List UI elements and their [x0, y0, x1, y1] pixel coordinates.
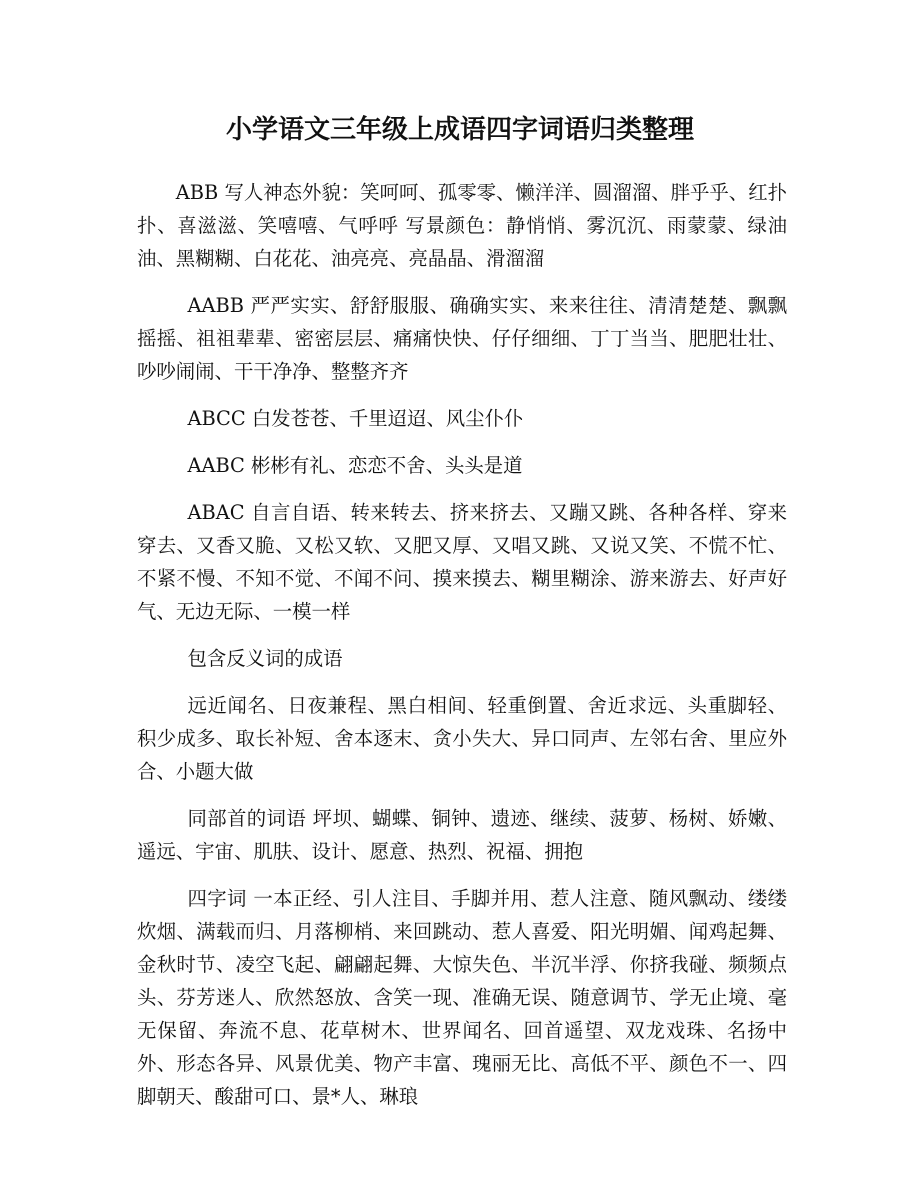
paragraph-abb: ABB 写人神态外貌：笑呵呵、孤零零、懒洋洋、圆溜溜、胖乎乎、红扑扑、喜滋滋、笑嘻嘻、气呼呼 写景颜色：静悄悄、雾沉沉、雨蒙蒙、绿油油、黑糊糊、白花花、油亮亮、亮晶晶、滑溜溜: [137, 181, 787, 270]
document-title: 小学语文三年级上成语四字词语归类整理: [225, 115, 694, 145]
paragraph-aabc: AABC 彬彬有礼、恋恋不舍、头头是道: [187, 454, 523, 477]
paragraph-four-char-words: 四字词 一本正经、引人注目、手脚并用、惹人注意、随风飘动、缕缕炊烟、满载而归、月落柳梢、来回跳动、惹人喜爱、阳光明媚、闻鸡起舞、金秋时节、凌空飞起、翩翩起舞、大惊失色、半沉半浮、你挤我碰、频频点头、芬芳迷人、欣然怒放、含笑一现、准确无误、随意调节、学无止境、毫无保留、奔流不息、花草树木、世界闻名、回首遥望、双龙戏珠、名扬中外、形态各异、风景优美、物产丰富、瑰丽无比、高低不平、颜色不一、四脚朝天、酸甜可口、景*人、琳琅: [137, 887, 787, 1108]
paragraph-abac: ABAC 自言自语、转来转去、挤来挤去、又蹦又跳、各种各样、穿来穿去、又香又脆、又松又软、又肥又厚、又唱又跳、又说又笑、不慌不忙、不紧不慢、不知不觉、不闻不问、摸来摸去、糊里糊涂、游来游去、好声好气、无边无际、一模一样: [137, 501, 787, 623]
paragraph-same-radical: 同部首的词语 坪坝、蝴蝶、铜钟、遗迹、继续、菠萝、杨树、娇嫩、遥远、宇宙、肌肤、设计、愿意、热烈、祝福、拥抱: [137, 807, 787, 863]
paragraph-antonym-heading: 包含反义词的成语: [187, 647, 343, 670]
paragraph-abcc: ABCC 白发苍苍、千里迢迢、风尘仆仆: [187, 407, 524, 430]
paragraph-antonym-idioms: 远近闻名、日夜兼程、黑白相间、轻重倒置、舍近求远、头重脚轻、积少成多、取长补短、舍本逐末、贪小失大、异口同声、左邻右舍、里应外合、小题大做: [137, 694, 787, 783]
paragraph-aabb: AABB 严严实实、舒舒服服、确确实实、来来往往、清清楚楚、飘飘摇摇、祖祖辈辈、密密层层、痛痛快快、仔仔细细、丁丁当当、肥肥壮壮、吵吵闹闹、干干净净、整整齐齐: [137, 294, 787, 383]
document-body: [137, 176, 787, 1127]
